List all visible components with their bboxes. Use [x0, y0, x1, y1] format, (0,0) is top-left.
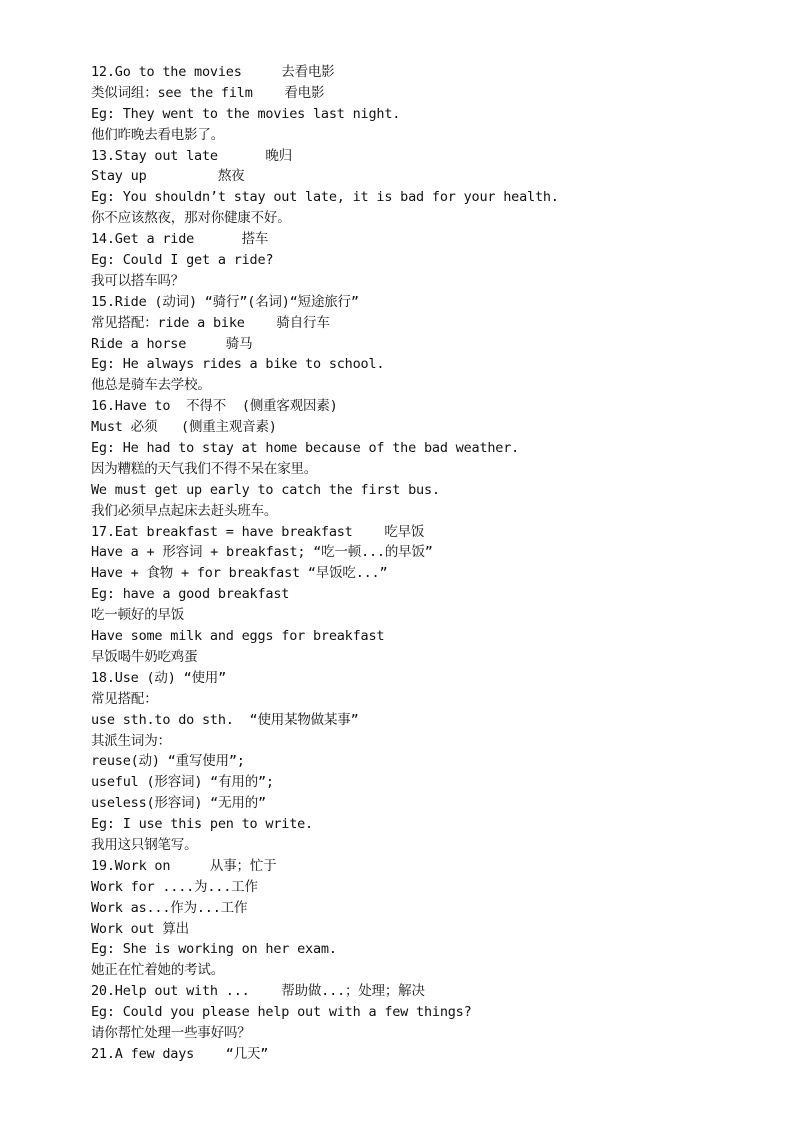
text-line: 其派生词为： [91, 732, 171, 749]
text-line: Eg: Could I get a ride? [91, 252, 274, 269]
text-line: 你不应该熬夜，那对你健康不好。 [91, 210, 291, 227]
text-line: useful (形容词) “有用的”; [91, 774, 274, 791]
text-line: Eg: He always rides a bike to school. [91, 356, 385, 373]
text-line: We must get up early to catch the first bus. [91, 481, 440, 498]
text-line: 早饭喝牛奶吃鸡蛋 [91, 648, 198, 665]
text-line: Eg: have a good breakfast [91, 586, 290, 603]
text-line: Have a + 形容词 + breakfast; “吃一顿...的早饭” [91, 544, 433, 561]
text-line: 他总是骑车去学校。 [91, 377, 211, 394]
text-line: Eg: I use this pen to write. [91, 816, 313, 833]
text-line: Have + 食物 + for breakfast “早饭吃...” [91, 565, 388, 582]
text-line: 吃一顿好的早饭 [91, 607, 185, 624]
text-line: Eg: He had to stay at home because of the bad weather. [91, 440, 520, 457]
text-line: 16.Have to 不得不 (侧重客观因素) [91, 398, 338, 415]
text-line: 类似词组：see the film 看电影 [91, 84, 325, 101]
text-line: Work as...作为...工作 [91, 899, 248, 916]
text-line: 请你帮忙处理一些事好吗？ [91, 1024, 251, 1041]
text-line: 17.Eat breakfast = have breakfast 吃早饭 [91, 523, 425, 540]
text-line: Eg: They went to the movies last night. [91, 105, 401, 122]
text-line: Eg: You shouldn’t stay out late, it is bad for your health. [91, 189, 559, 206]
text-line: 她正在忙着她的考试。 [91, 962, 224, 979]
text-line: 我用这只钢笔写。 [91, 836, 198, 853]
text-line: 他们昨晚去看电影了。 [91, 126, 224, 143]
text-line: Work out 算出 [91, 920, 189, 937]
text-line: 14.Get a ride 搭车 [91, 231, 269, 248]
text-line: Have some milk and eggs for breakfast [91, 628, 385, 645]
text-line: 18.Use (动) “使用” [91, 669, 227, 686]
text-line: 15.Ride (动词) “骑行”(名词)“短途旅行” [91, 293, 359, 310]
text-line: use sth.to do sth. “使用某物做某事” [91, 711, 359, 728]
text-line: 19.Work on 从事；忙于 [91, 857, 277, 874]
text-line: Work for ....为...工作 [91, 878, 258, 895]
text-line: 常见搭配： [91, 690, 158, 707]
text-line: reuse(动) “重写使用”; [91, 753, 245, 770]
text-line: 我可以搭车吗？ [91, 272, 185, 289]
text-line: Stay up 熬夜 [91, 168, 245, 185]
text-line: 21.A few days “几天” [91, 1045, 269, 1062]
text-line: 13.Stay out late 晚归 [91, 147, 293, 164]
text-line: Eg: Could you please help out with a few things? [91, 1004, 472, 1021]
text-line: 12.Go to the movies 去看电影 [91, 64, 335, 80]
text-line: 常见搭配：ride a bike 骑自行车 [91, 314, 330, 331]
text-line: Eg: She is working on her exam. [91, 941, 337, 958]
text-line: 20.Help out with ... 帮助做...；处理；解决 [91, 983, 425, 1000]
text-line: Ride a horse 骑马 [91, 335, 253, 352]
text-line: 因为糟糕的天气我们不得不呆在家里。 [91, 460, 318, 477]
text-line: Must 必须 (侧重主观音素) [91, 419, 277, 436]
document-body [91, 62, 751, 1065]
text-line: useless(形容词) “无用的” [91, 795, 266, 812]
text-line: 我们必须早点起床去赶头班车。 [91, 502, 278, 519]
